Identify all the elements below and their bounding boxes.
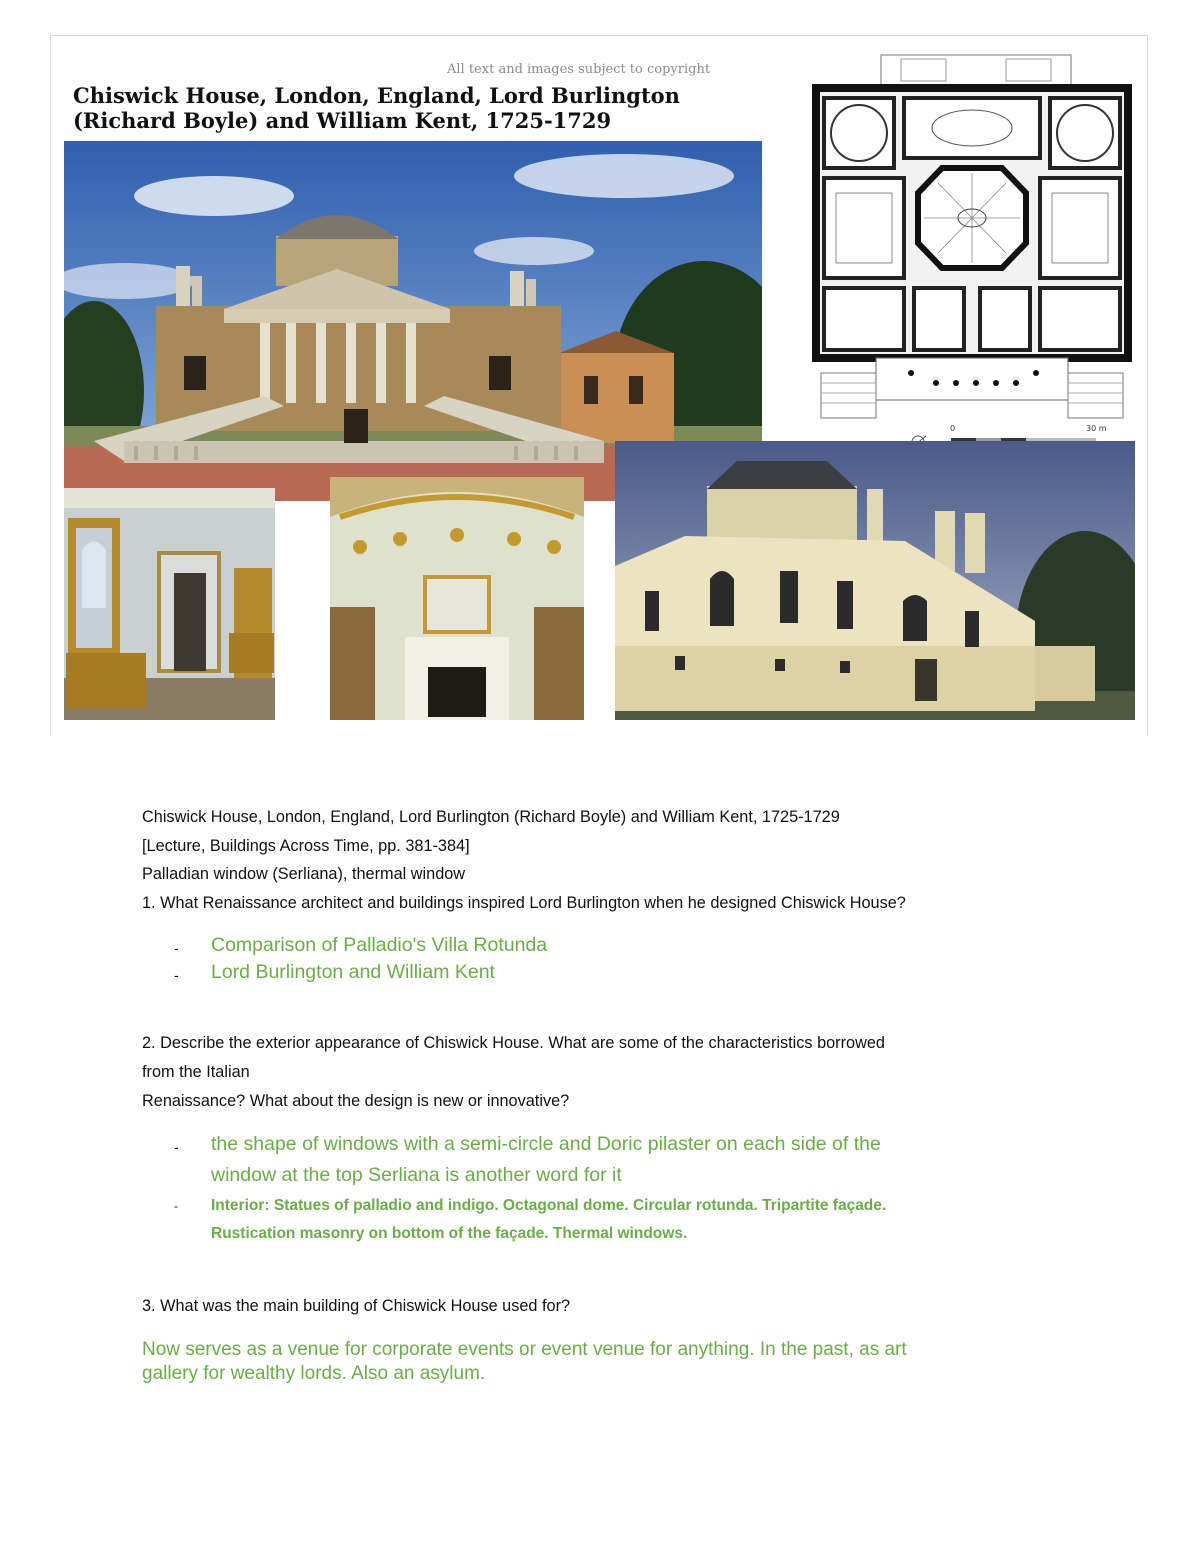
question-3: 3. What was the main building of Chiswick House used for? xyxy=(142,1297,571,1315)
question-2-line-3: Renaissance? What about the design is new or innovative? xyxy=(142,1092,570,1110)
scale-max-label: 30 m xyxy=(1086,424,1107,433)
document-heading: Chiswick House, London, England, Lord Burlington (Richard Boyle) and William Kent, 1725-1729 xyxy=(142,808,840,826)
gallery-interior-photo xyxy=(64,488,275,720)
q1-answer-2: Lord Burlington and William Kent xyxy=(211,961,495,983)
floor-plan-drawing xyxy=(806,53,1142,448)
q2-answer-1-line-2: window at the top Serliana is another word for it xyxy=(211,1164,622,1186)
copyright-notice: All text and images subject to copyright xyxy=(447,62,711,77)
bullet-marker: - xyxy=(174,1139,179,1155)
bullet-marker: - xyxy=(174,967,179,983)
bullet-marker: - xyxy=(174,1199,178,1213)
chiswick-side-view-photo xyxy=(615,441,1135,720)
q1-answer-1: Comparison of Palladio's Villa Rotunda xyxy=(211,934,548,956)
bullet-marker: - xyxy=(174,940,179,956)
lecture-slide xyxy=(50,35,1148,736)
rotunda-interior-photo xyxy=(330,477,584,720)
key-terms: Palladian window (Serliana), thermal window xyxy=(142,865,466,883)
slide-title-line-2: (Richard Boyle) and William Kent, 1725-1729 xyxy=(73,108,612,133)
q3-answer-line-2: gallery for wealthy lords. Also an asylum. xyxy=(142,1363,486,1384)
q2-answer-2-line-2: Rustication masonry on bottom of the façade. Thermal windows. xyxy=(211,1225,688,1242)
q2-answer-1-line-1: the shape of windows with a semi-circle and Doric pilaster on each side of the xyxy=(211,1133,881,1155)
q2-answer-2-line-1: Interior: Statues of palladio and indigo. Octagonal dome. Circular rotunda. Tripartite façade. xyxy=(211,1197,887,1214)
lecture-reference: [Lecture, Buildings Across Time, pp. 381-384] xyxy=(142,837,470,855)
question-2-line-2: from the Italian xyxy=(142,1063,250,1081)
slide-title-line-1: Chiswick House, London, England, Lord Burlington xyxy=(73,83,680,108)
question-1: 1. What Renaissance architect and buildings inspired Lord Burlington when he designed Chiswick House? xyxy=(142,894,906,912)
slide-title xyxy=(73,83,723,133)
question-2-line-1: 2. Describe the exterior appearance of Chiswick House. What are some of the characteristics borrowed xyxy=(142,1034,885,1052)
q3-answer-line-1: Now serves as a venue for corporate events or event venue for anything. In the past, as art xyxy=(142,1339,907,1360)
scale-zero-label: 0 xyxy=(950,424,956,433)
